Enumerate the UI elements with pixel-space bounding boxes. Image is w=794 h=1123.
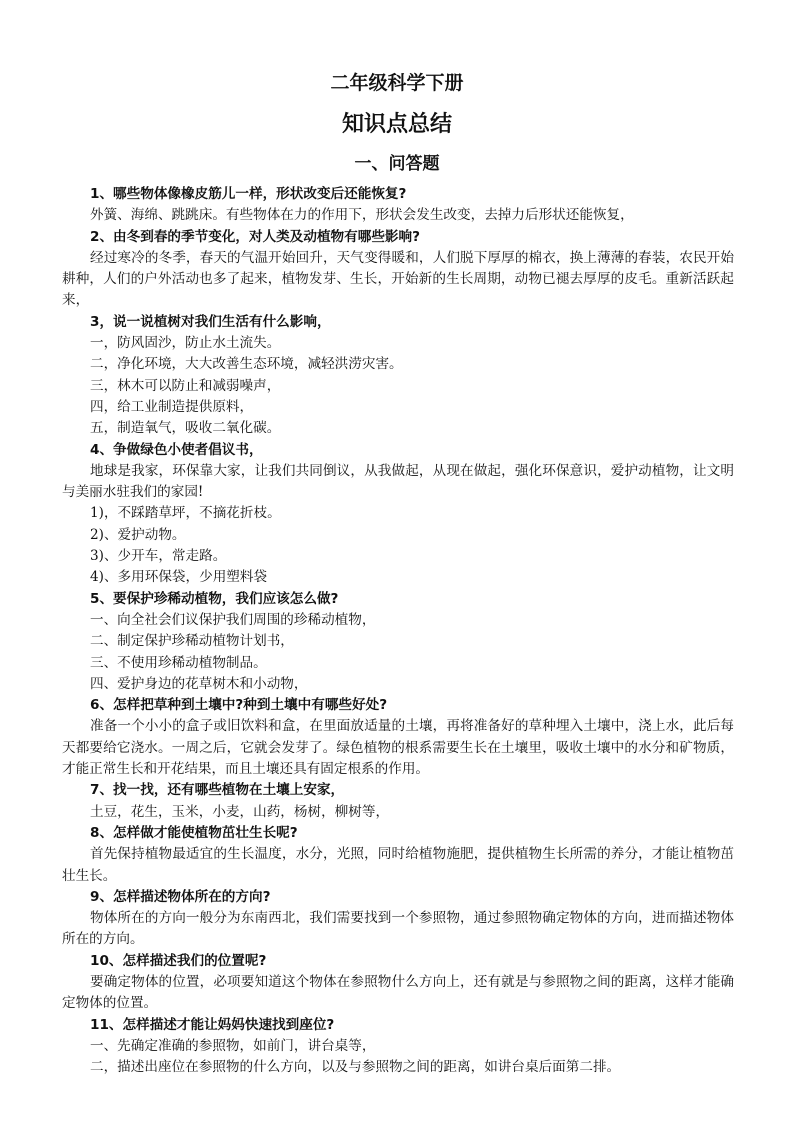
answer-text: 外簧、海绵、跳跳床。有些物体在力的作用下，形状会发生改变，去掉力后形状还能恢复， <box>90 207 634 224</box>
doc-subtitle: 知识点总结 <box>341 112 452 137</box>
question-heading: 3，说一说植树对我们生活有什么影响， <box>90 313 331 330</box>
answer-text: 三、不使用珍稀动植物制品。 <box>90 654 267 671</box>
answer-text: 五，制造氧气，吸收二氧化碳。 <box>90 420 281 437</box>
answer-text: 二，净化环境，大大改善生态环境，减轻洪涝灾害。 <box>90 356 403 373</box>
answer-text: 要确定物体的位置，必项要知道这个物体在参照物什么方向上，还有就是与参照物之间的距离，这样才能确定物体的位置。 <box>62 973 734 1012</box>
answer-text: 四、爱护身边的花草树木和小动物， <box>90 675 308 692</box>
qa-item <box>62 184 734 227</box>
answer-text: 二，描述出座位在参照物的什么方向，以及与参照物之间的距离，如讲台桌后面第二排。 <box>90 1059 621 1076</box>
doc-title: 二年级科学下册 <box>330 72 464 94</box>
question-heading: 10、怎样描述我们的位置呢? <box>90 952 267 969</box>
question-heading: 5、要保护珍稀动植物，我们应该怎么做? <box>90 590 339 607</box>
answer-text: 二、制定保护珍稀动植物计划书， <box>90 633 294 650</box>
question-heading: 7、找一找，还有哪些植物在土壤上安家， <box>90 782 345 799</box>
answer-text: 4)、多用环保袋，少用塑料袋 <box>90 569 268 586</box>
question-heading: 8、怎样做才能使植物茁壮生长呢? <box>90 824 298 841</box>
qa-item <box>62 1015 734 1079</box>
qa-item <box>62 312 734 440</box>
answer-text: 1)，不踩踏草坪，不摘花折枝。 <box>90 505 281 522</box>
answer-text: 准备一个小小的盒子或旧饮料和盒，在里面放适量的土壤，再将准备好的草种埋入土壤中，浇上水，此后每天都要给它浇水。一周之后，它就会发芽了。绿色植物的根系需要生长在土壤里，吸收土壤中的水分和矿物质，才能正常生长和开花结果，而且土壤还具有固定根系的作用。 <box>62 718 734 778</box>
question-heading: 4、争做绿色小使者倡议书， <box>90 441 263 458</box>
qa-item <box>62 589 734 695</box>
answer-text: 一、向全社会们议保护我们周围的珍稀动植物， <box>90 611 376 628</box>
question-heading: 9、怎样描述物体所在的方向? <box>90 888 271 905</box>
question-heading: 2、由冬到春的季节变化，对人类及动植物有哪些影响? <box>90 228 420 245</box>
qa-item <box>62 951 734 1015</box>
qa-item <box>62 227 734 312</box>
answer-text: 一，防风固沙，防止水土流失。 <box>90 335 281 352</box>
answer-text: 土豆，花生，玉米，小麦，山药，杨树，柳树等， <box>90 803 390 820</box>
answer-text: 2)、爱护动物。 <box>90 526 186 543</box>
question-heading: 11、怎样描述才能让妈妈快速找到座位? <box>90 1016 335 1033</box>
qa-content <box>62 184 734 1078</box>
qa-item <box>62 440 734 589</box>
qa-item <box>62 695 734 780</box>
answer-text: 三，林木可以防止和减弱噪声， <box>90 377 281 394</box>
answer-text: 首先保持植物最适宜的生长温度，水分，光照，同时给植物施肥，提供植物生长所需的养分，才能让植物茁壮生长。 <box>62 846 734 884</box>
question-heading: 1、哪些物体像橡皮筋儿一样，形状改变后还能恢复? <box>90 186 407 202</box>
answer-text: 一、先确定准确的参照物，如前门，讲台桌等， <box>90 1037 376 1054</box>
qa-item <box>62 823 734 887</box>
qa-item <box>62 780 734 823</box>
answer-text: 地球是我家，环保靠大家，让我们共同倒议，从我做起，从现在做起，强化环保意识，爱护动植物，让文明与美丽水驻我们的家园! <box>62 462 734 501</box>
answer-text: 3)、少开车，常走路。 <box>90 548 227 565</box>
answer-text: 物体所在的方向一般分为东南西北，我们需要找到一个参照物，通过参照物确定物体的方向，进而描述物体所在的方向。 <box>62 910 734 948</box>
answer-text: 四，给工业制造提供原料， <box>90 398 254 415</box>
question-heading: 6、怎样把草种到土壤中?种到土壤中有哪些好处? <box>90 697 388 714</box>
qa-item <box>62 887 734 951</box>
section-heading: 一、问答题 <box>354 154 440 174</box>
answer-text: 经过寒冷的冬季，春天的气温开始回升，天气变得暖和，人们脱下厚厚的棉衣，换上薄薄的春装，农民开始耕种，人们的户外活动也多了起来，植物发芽、生长，开始新的生长周期，动物已褪去厚厚的皮毛。重新活跃起来， <box>62 249 734 309</box>
